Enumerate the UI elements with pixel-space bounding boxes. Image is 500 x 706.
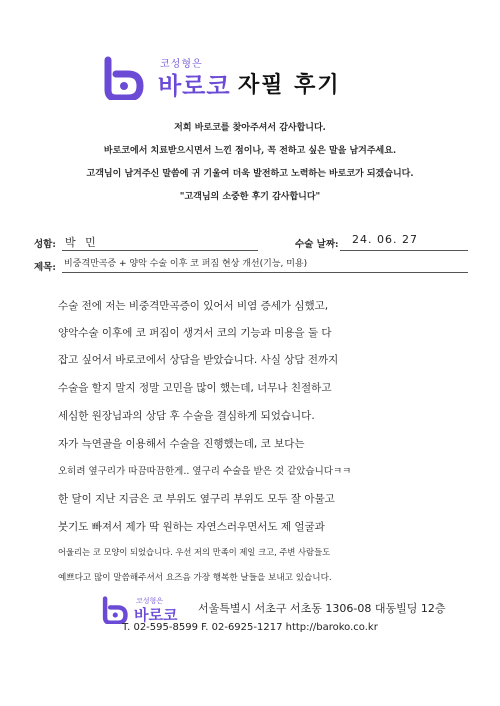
review-line: 잡고 싶어서 바로코에서 상담을 받았습니다. 사실 상담 전까지 (58, 354, 339, 366)
footer-logo-brand: 바로코 (134, 606, 178, 624)
intro-line: 저희 바로코를 찾아주셔서 감사합니다. (174, 123, 326, 133)
title-underline (62, 272, 468, 273)
logo-brand-name: 바로코 (158, 72, 231, 100)
name-underline (62, 250, 258, 251)
intro-message (0, 122, 500, 214)
title-label: 제목: (34, 262, 56, 273)
baroko-logo-icon (100, 596, 128, 624)
intro-quote: "고객님의 소중한 후기 감사합니다" (179, 192, 321, 202)
name-label: 성함: (34, 239, 56, 250)
header-logo (100, 54, 400, 104)
review-line: 어울리는 코 모양이 되었습니다. 우선 저의 만족이 제일 크고, 주변 사람들도 (58, 547, 331, 557)
review-line: 붓기도 빠져서 제가 딱 원하는 자연스러우면서도 제 얼굴과 (58, 521, 325, 533)
review-line: 자가 늑연골을 이용해서 수술을 진행했는데, 코 보다는 (58, 438, 305, 450)
review-line: 수술 전에 저는 비중격만곡증이 있어서 비염 증세가 심했고, (58, 300, 329, 312)
clinic-contact: T. 02-595-8599 F. 02-6925-1217 http://baroko.co.kr (122, 622, 378, 633)
intro-line: 바로코에서 치료받으시면서 느낀 점이나, 꼭 전하고 싶은 말을 남겨주세요. (103, 146, 397, 156)
date-value: 24. 06. 27 (352, 233, 418, 246)
review-line: 예쁘다고 많이 말씀해주셔서 요즈음 가장 행복한 날들을 보내고 있습니다. (58, 573, 332, 583)
logo-tagline: 코성형은 (160, 59, 203, 70)
page-title: 자필 후기 (238, 73, 341, 98)
review-line: 세심한 원장님과의 상담 후 수술을 결심하게 되었습니다. (58, 410, 315, 422)
review-line: 한 달이 지난 지금은 코 부위도 옆구리 부위도 모두 잘 아물고 (58, 493, 335, 505)
intro-line: 고객님이 남겨주신 말씀에 귀 기울여 더욱 발전하고 노력하는 바로코가 되겠습니다. (86, 169, 414, 179)
baroko-logo-icon (100, 56, 144, 100)
footer-logo-tagline: 코성형은 (136, 597, 164, 605)
review-line: 수술을 할지 말지 정말 고민을 많이 했는데, 너무나 친절하고 (58, 382, 332, 394)
name-value: 박 민 (65, 236, 99, 249)
date-label: 수술 날짜: (295, 239, 339, 250)
date-underline (340, 250, 468, 251)
title-value: 비중격만곡증 + 양악 수술 이후 코 퍼짐 현상 개선(기능, 미용) (64, 259, 308, 269)
review-line: 오히려 옆구리가 따끔따끔한게.. 옆구리 수술을 받은 것 같았습니다ㅋㅋ (58, 466, 352, 477)
clinic-address: 서울특별시 서초구 서초동 1306-08 대동빌딩 12층 (198, 602, 446, 615)
review-line: 양악수술 이후에 코 퍼짐이 생겨서 코의 기능과 미용을 둘 다 (58, 327, 332, 339)
